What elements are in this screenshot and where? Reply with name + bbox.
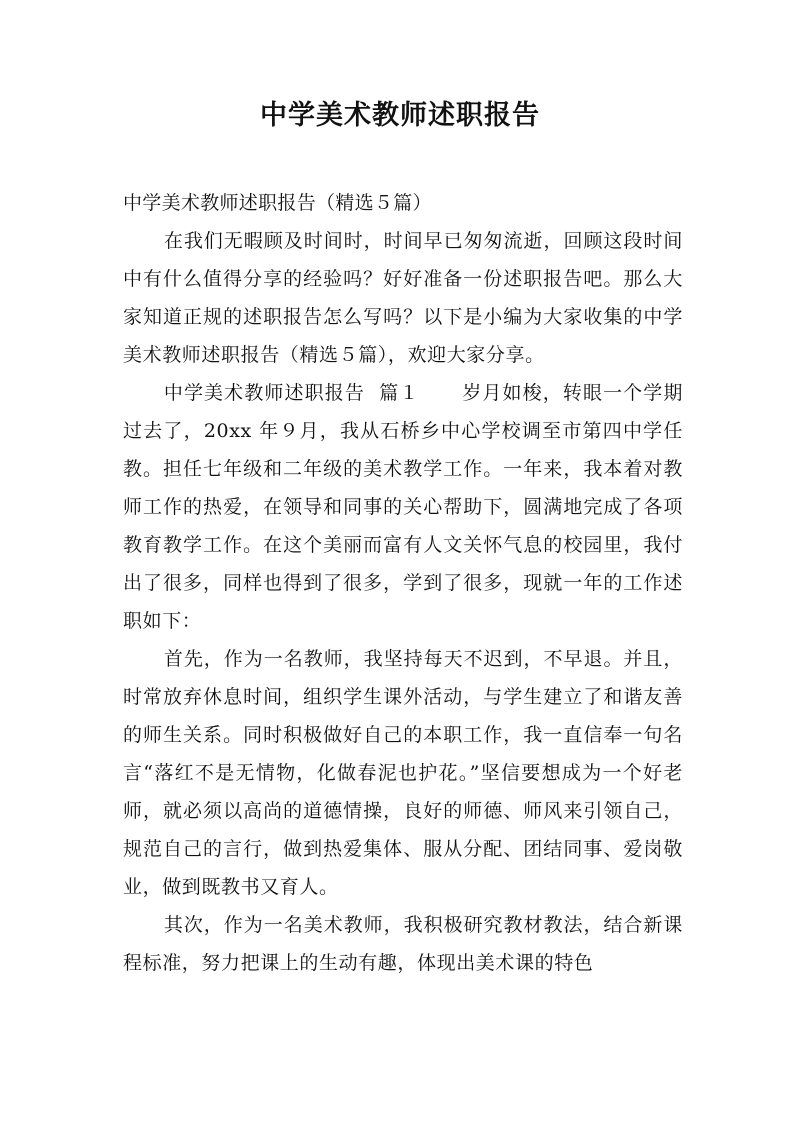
document-body — [123, 184, 683, 982]
report-1-opening-paragraph: 中学美术教师述职报告 篇１ 岁月如梭，转眼一个学期过去了，20xx 年９月，我从石桥乡中心学校调至市第四中学任教。担任七年级和二年级的美术教学工作。一年来，我本着对教师工作的热爱，在领导和同事的关心帮助下，圆满地完成了各项教育教学工作。在这个美丽而富有人文关怀气息的校园里，我付出了很多，同样也得到了很多，学到了很多，现就一年的工作述职如下： — [123, 382, 683, 632]
second-point-paragraph: 其次，作为一名美术教师，我积极研究教材教法，结合新课程标准，努力把课上的生动有趣，体现出美术课的特色 — [123, 914, 683, 974]
intro-paragraph: 在我们无暇顾及时间时，时间早已匆匆流逝，回顾这段时间中有什么值得分享的经验吗？好好准备一份述职报告吧。那么大家知道正规的述职报告怎么写吗？以下是小编为大家收集的中学美术教师述职报告（精选５篇），欢迎大家分享。 — [123, 230, 683, 366]
document-subtitle: 中学美术教师述职报告（精选５篇） — [123, 192, 432, 214]
document-title: 中学美术教师述职报告 — [260, 100, 540, 131]
first-point-paragraph: 首先，作为一名教师，我坚持每天不迟到，不早退。并且，时常放弃休息时间，组织学生课外活动，与学生建立了和谐友善的师生关系。同时积极做好自己的本职工作，我一直信奉一句名言“落红不是无情物，化做春泥也护花。”坚信要想成为一个好老师，就必须以高尚的道德情操，良好的师德、师风来引领自己，规范自己的言行，做到热爱集体、服从分配、团结同事、爱岗敬业，做到既教书又育人。 — [123, 648, 683, 898]
